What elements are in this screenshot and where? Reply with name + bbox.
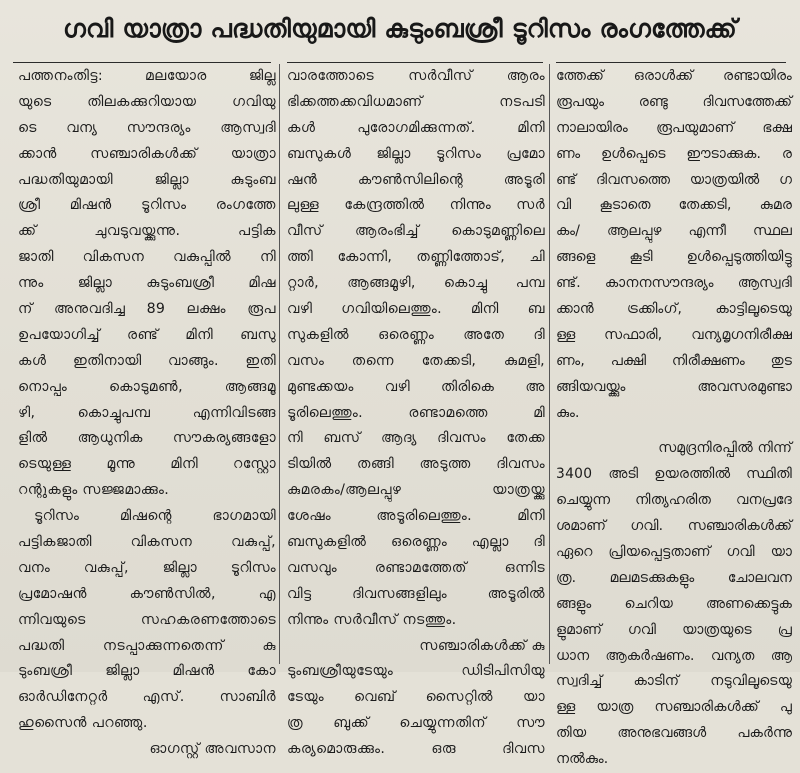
text-line: വീസ് ആരംഭിച്ച് കൊടുമണ്ണിലെ <box>287 223 545 240</box>
text-line: ശേഷം അടൂരിലെത്തും. മിനി <box>287 508 545 525</box>
text-line: വിട്ട ദിവസങ്ങളിലും അടൂരിൽ <box>287 585 545 602</box>
column-separator <box>549 64 550 664</box>
text-line: ടുംബശ്രീ ജില്ലാ മിഷൻ കോ <box>18 663 276 680</box>
text-line: ണ്ട്. കാനനസൗന്ദര്യം ആസ്വദി <box>556 275 792 292</box>
text-line: ണം ഉൾപ്പെടെ ഈടാക്കുക. ര <box>556 145 792 162</box>
text-line: ടെ വന്യ സൗന്ദര്യം ആസ്വദി <box>18 119 276 136</box>
text-line: വി കൂടാതെ തേക്കടി, കുമര <box>556 197 792 214</box>
article-column-2 <box>287 64 545 758</box>
text-line: ങ്ങളെ കൂടി ഉൾപ്പെടുത്തിയിട്ടു <box>556 249 792 266</box>
text-line: പത്തനംതിട്ട: മലയോര ജില്ല <box>18 68 276 84</box>
text-line: തിയ അനുഭവങ്ങൾ പകർന്നു <box>556 725 792 742</box>
text-line: ഴി, കൊച്ചുപമ്പ എന്നിവിടങ്ങ <box>18 404 276 421</box>
text-line: ക്കാൻ ട്രക്കിംഗ്, കാട്ടിലൂടെയു <box>556 301 792 318</box>
text-line: ടൂരിലെത്തും. രണ്ടാമത്തെ മി <box>287 404 545 421</box>
text-line: നൊപ്പം കൊടുമൺ, ആങ്ങമൂ <box>18 378 276 395</box>
text-line: ജാതി വികസന വകുപ്പിൽ നി <box>18 249 276 266</box>
text-line: ഷൻ കൗൺസിലിന്റെ അടൂരി <box>287 171 545 188</box>
text-line: ന്നും ജില്ലാ കുടുംബശ്രീ മിഷ <box>18 275 276 292</box>
article-column-3 <box>556 64 792 768</box>
text-line: ടൂറിസം മിഷന്റെ ഭാഗമായി <box>34 508 276 525</box>
text-line: റന്റുകളും സജ്ജമാക്കും. <box>18 482 170 499</box>
text-line: വാരത്തോടെ സർവീസ് ആരം <box>287 68 545 84</box>
text-line: ടിയിൽ തങ്ങി അടുത്ത ദിവസം <box>287 456 545 473</box>
text-line: നൽകും. <box>556 751 609 768</box>
article-column-1 <box>18 64 276 758</box>
text-line: ഉപയോഗിച്ച് രണ്ട് മിനി ബസു <box>18 326 276 343</box>
text-line: നാലായിരം രൂപയുമാണ് ഭക്ഷ <box>556 119 792 136</box>
text-line: ണം, പക്ഷി നിരീക്ഷണം തുട <box>556 352 792 369</box>
text-line: പട്ടികജാതി വികസന വകുപ്പ്, <box>18 534 276 551</box>
text-line: ഓർഡിനേറ്റർ എസ്. സാബിർ <box>18 689 276 706</box>
column-separator <box>279 64 280 664</box>
text-line: ള്ള യാത്ര സഞ്ചാരികൾക്ക് പു <box>556 699 792 716</box>
text-line: ങ്ങിയവയ്ക്കും അവസരമുണ്ടാ <box>556 378 792 395</box>
text-line: 3400 അടി ഉയരത്തിൽ സ്ഥിതി <box>556 466 792 483</box>
column-rule <box>556 62 786 63</box>
text-line: ഹുസൈൻ പറഞ്ഞു. <box>18 715 148 732</box>
text-line: ബസുകൾ ജില്ലാ ടൂറിസം പ്രമോ <box>287 145 545 162</box>
text-line: പ്രമോഷൻ കൗൺസിൽ, എ <box>18 585 276 602</box>
text-line: കൾ ഇതിനായി വാങ്ങും. ഇതി <box>18 352 276 369</box>
text-line: റ്റാർ, ആങ്ങമൂഴി, കൊച്ചു പമ്പ <box>287 275 545 292</box>
text-line: ടെയുള്ള മൂന്നു മിനി റസ്റ്റോ <box>18 456 276 473</box>
text-line: നി ബസ് ആദ്യ ദിവസം തേക്ക <box>287 430 545 447</box>
text-line: വസവും രണ്ടാമത്തേത് ഒന്നിട <box>287 559 545 576</box>
text-line: വസം തന്നെ തേക്കടി, കുമളി, <box>287 352 545 369</box>
text-line: ത്തേക്ക് ഒരാൾക്ക് രണ്ടായിരം <box>556 68 792 84</box>
text-line: ത്ര ബുക്ക് ചെയ്യുന്നതിന് സൗ <box>287 715 545 732</box>
text-line: യുടെ തിലകക്കുറിയായ ഗവിയു <box>18 93 276 110</box>
text-line: ബസുകളിൽ ഒരെണ്ണം എല്ലാ ദി <box>287 534 545 551</box>
text-line: വഴി ഗവിയിലെത്തും. മിനി ബ <box>287 301 545 318</box>
text-line: ത്ര. മലമടക്കുകളും ചോലവന <box>556 569 792 586</box>
text-line: കര്യമൊരുക്കും. ഒരു ദിവസ <box>287 741 545 758</box>
text-line: ലുള്ള കേന്ദ്രത്തിൽ നിന്നും സർ <box>287 197 545 214</box>
text-line: ണ്ട് ദിവസത്തെ യാത്രയിൽ ഗ <box>556 171 792 188</box>
article-headline: ഗവി യാത്രാ പദ്ധതിയുമായി കുടുംബശ്രീ ടൂറിസം രംഗത്തേക്ക് <box>63 14 737 43</box>
text-line: സഞ്ചാരികൾക്ക് കു <box>419 637 545 654</box>
text-line: ഭിക്കത്തക്കവിധമാണ് നടപടി <box>287 93 545 110</box>
text-line: സുകളിൽ ഒരെണ്ണം അതേ ദി <box>287 326 545 343</box>
text-line: ടുംബശ്രീയുടേയും ഡിടിപിസിയു <box>287 663 545 680</box>
text-line: ഏറെ പ്രിയപ്പെട്ടതാണ് ഗവി യാ <box>556 544 792 561</box>
text-line: ടേയും വെബ് സൈറ്റിൽ യാ <box>287 689 545 706</box>
text-line: ക്കാൻ സഞ്ചാരികൾക്ക് യാത്രാ <box>18 145 276 162</box>
text-line: ളിൽ ആധുനിക സൗകര്യങ്ങളോ <box>18 430 276 447</box>
text-line: ന്നിവയുടെ സഹകരണത്തോടെ <box>18 611 276 628</box>
text-line: ചെയ്യുന്ന നിത്യഹരിത വനപ്രദേ <box>556 492 792 509</box>
text-line: കും. <box>556 404 580 421</box>
text-line: നിന്നും സർവീസ് നടത്തും. <box>287 611 457 628</box>
text-line: പദ്ധതി നടപ്പാക്കുന്നതെന്ന് കു <box>18 637 276 654</box>
text-line: ഓഗസ്റ്റ് അവസാന <box>149 741 276 758</box>
text-line: ക്ക് ചുവടുവയ്ക്കുന്നു. പട്ടിക <box>18 223 276 240</box>
column-rule <box>287 62 543 63</box>
text-line: മുണ്ടക്കയം വഴി തിരികെ അ <box>287 378 545 395</box>
text-line: ള്ള സഫാരി, വന്യമൃഗനിരീക്ഷ <box>556 326 792 343</box>
text-line: രൂപയും രണ്ടു ദിവസത്തേക്ക് <box>556 93 792 110</box>
text-line: കൾ പുരോഗമിക്കുന്നത്. മിനി <box>287 119 545 136</box>
column-rule <box>13 62 271 63</box>
text-line: ശ്രീ മിഷൻ ടൂറിസം രംഗത്തേ <box>18 197 276 214</box>
text-line: പദ്ധതിയുമായി ജില്ലാ കുടുംബ <box>18 171 276 188</box>
text-line: കം/ ആലപ്പുഴ എന്നീ സ്ഥല <box>556 223 792 240</box>
text-line: സമുദ്രനിരപ്പിൽ നിന്ന് <box>658 440 792 457</box>
text-line: ത്തി കോന്നി, തണ്ണിത്തോട്, ചി <box>287 249 545 266</box>
text-line: ങ്ങളും ചെറിയ അണക്കെട്ടുക <box>556 595 792 612</box>
text-line: സ്വദിച്ച് കാടിന് നടുവിലൂടെയു <box>556 673 792 690</box>
text-line: ധാന ആകർഷണം. വന്യത ആ <box>556 647 792 664</box>
text-line: ശമാണ് ഗവി. സഞ്ചാരികൾക്ക് <box>556 518 792 535</box>
text-line: കുമരകം/ആലപ്പുഴ യാത്രയ്ക്കു <box>287 482 545 499</box>
text-line: ന് അനുവദിച്ച 89 ലക്ഷം രൂപ <box>18 301 276 318</box>
text-line: ളുമാണ് ഗവി യാത്രയുടെ പ്ര <box>556 621 792 638</box>
text-line: വനം വകുപ്പ്, ജില്ലാ ടൂറിസം <box>18 559 276 576</box>
